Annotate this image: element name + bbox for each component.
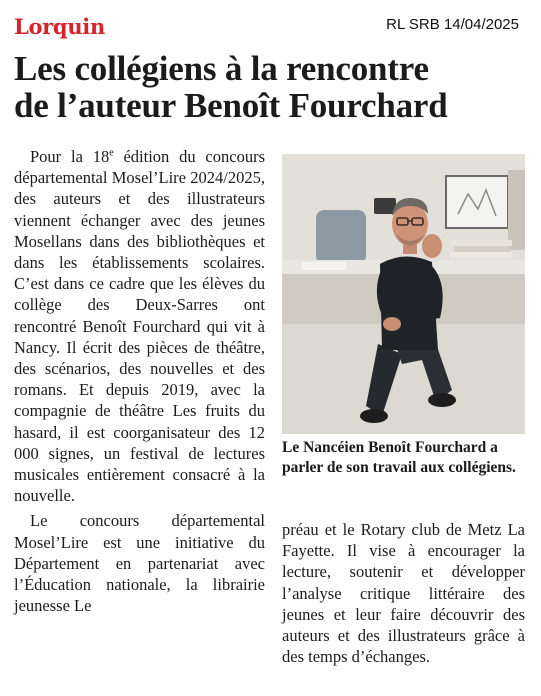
author-photo-illustration xyxy=(282,154,525,434)
article-column-left xyxy=(14,146,265,616)
headline xyxy=(14,50,534,124)
town-label: Lorquin xyxy=(14,14,105,39)
article-column-right xyxy=(282,519,525,667)
headline-line-1: Les collégiens à la rencontre xyxy=(14,49,429,88)
headline-line-2: de l’auteur Benoît Fourchard xyxy=(14,86,448,125)
ordinal-superscript: e xyxy=(109,147,114,159)
photo-caption: Le Nancéien Benoît Fourchard a parler de son travail aux collégiens. xyxy=(282,439,516,476)
paragraph-2: Le concours départemental Mosel’Lire est une initiative du Département en partenariat avec l’Éducation nationale, la librairie jeunesse Le xyxy=(14,511,265,616)
paragraph-1-rest: édition du concours départemental Mosel’Lire 2024/2025, des auteurs et des illustrateurs viennent échanger avec des jeunes Mosellans dans des bibliothèques et dans les établissements scolaires. C’est dans ce cadre que les élèves du collège des Deux-Sarres ont rencontré Benoît Fourchard qui vit à Nancy. Il écrit des pièces de théâtre, des scénarios, des nouvelles et des romans. Et depuis 2019, avec la compagnie de théâtre Les fruits du hasard, il est coorganisateur des 12 000 signes, un festival de lectures musicales entièrement consacré à la nouvelle. xyxy=(14,147,265,506)
paragraph-2-continued: préau et le Rotary club de Metz La Fayette. Il vise à encourager la lecture, soutenir et développer l’analyse critique littéraire des jeunes et leur faire découvrir des auteurs et des illustrateurs grâce à des temps d’échanges. xyxy=(282,520,525,667)
paragraph-1-start: Pour la 18 xyxy=(30,147,110,166)
source-date: RL SRB 14/04/2025 xyxy=(386,16,519,33)
author-photo xyxy=(282,154,525,434)
paragraph-1 xyxy=(14,146,265,506)
